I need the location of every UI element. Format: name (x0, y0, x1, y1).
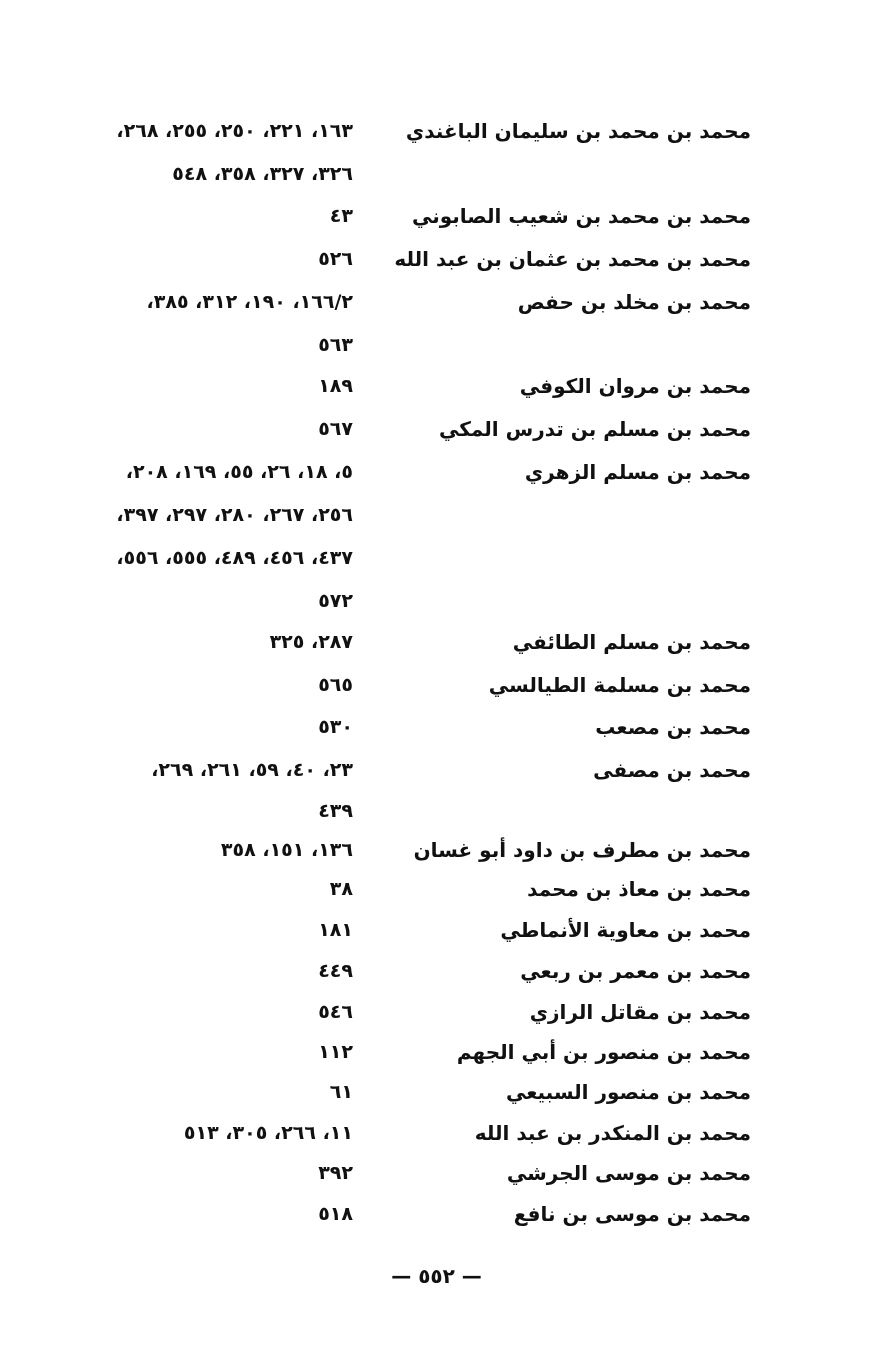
entry-pages: ٥٧٢ (318, 590, 353, 612)
entry-pages: ٥٦٣ (318, 334, 353, 356)
index-entry (0, 950, 873, 992)
index-entry (0, 706, 873, 748)
entry-name: محمد بن منصور بن أبي الجهم (456, 1040, 751, 1064)
index-entry (0, 1152, 873, 1194)
entry-name: محمد بن موسى بن نافع (513, 1202, 751, 1226)
entry-name: محمد بن مصعب (595, 715, 751, 739)
entry-pages: ٢٣، ٤٠، ٥٩، ٢٦١، ٢٦٩، (151, 759, 353, 781)
entry-pages: ٥٣٠ (318, 716, 353, 738)
index-entry (0, 238, 873, 280)
entry-pages: ٢٨٧، ٣٢٥ (269, 631, 353, 653)
index-entry (0, 365, 873, 407)
index-entry (0, 909, 873, 951)
index-entry (0, 749, 873, 791)
entry-name: محمد بن المنكدر بن عبد الله (474, 1121, 751, 1145)
entry-name: محمد بن محمد بن شعيب الصابوني (411, 204, 751, 228)
index-entry (0, 1193, 873, 1235)
index-entry (0, 991, 873, 1033)
entry-pages: ١٨١ (318, 919, 353, 941)
entry-name: محمد بن منصور السبيعي (505, 1080, 751, 1104)
entry-pages: ٥٦٧ (318, 418, 353, 440)
entry-name: محمد بن مروان الكوفي (519, 374, 751, 398)
entry-pages: ٣٨ (329, 878, 353, 900)
index-entry (0, 790, 873, 832)
entry-name: محمد بن مصفى (593, 758, 751, 782)
index-entry (0, 324, 873, 366)
entry-pages: ١٨٩ (318, 375, 353, 397)
entry-pages: ٤٣ (329, 205, 353, 227)
index-entry (0, 868, 873, 910)
entry-pages: ٥١٨ (318, 1203, 353, 1225)
entry-pages: ١٦٦/٢، ١٩٠، ٣١٢، ٣٨٥، (146, 291, 353, 313)
entry-pages: ٥٤٦ (318, 1001, 353, 1023)
index-entry (0, 281, 873, 323)
index-entry (0, 1071, 873, 1113)
entry-pages: ١١، ٢٦٦، ٣٠٥، ٥١٣ (183, 1122, 353, 1144)
entry-pages: ٥٦٥ (318, 674, 353, 696)
entry-pages: ٦١ (329, 1081, 353, 1103)
index-entry (0, 580, 873, 622)
entry-name: محمد بن مطرف بن داود أبو غسان (413, 838, 751, 862)
index-entry (0, 451, 873, 493)
entry-name: محمد بن معاذ بن محمد (527, 877, 751, 901)
entry-pages: ٣٢٦، ٣٢٧، ٣٥٨، ٥٤٨ (172, 163, 353, 185)
index-entry (0, 537, 873, 579)
entry-pages: ٥، ١٨، ٢٦، ٥٥، ١٦٩، ٢٠٨، (125, 461, 353, 483)
index-entry (0, 494, 873, 536)
entry-pages: ١٦٣، ٢٢١، ٢٥٠، ٢٥٥، ٢٦٨، (116, 120, 353, 142)
entry-name: محمد بن مسلم الزهري (524, 460, 751, 484)
entry-pages: ٥٢٦ (318, 248, 353, 270)
index-entry (0, 1031, 873, 1073)
entry-pages: ٣٩٢ (318, 1162, 353, 1184)
entry-name: محمد بن معاوية الأنماطي (500, 918, 751, 942)
entry-name: محمد بن مخلد بن حفص (517, 290, 751, 314)
page-number: — ٥٥٢ — (391, 1264, 482, 1288)
index-entry (0, 408, 873, 450)
entry-name: محمد بن مسلم بن تدرس المكي (439, 417, 751, 441)
entry-name: محمد بن مسلم الطائفي (512, 630, 751, 654)
index-entry (0, 1112, 873, 1154)
entry-pages: ١٣٦، ١٥١، ٣٥٨ (220, 839, 353, 861)
entry-name: محمد بن مسلمة الطيالسي (488, 673, 751, 697)
entry-pages: ٤٣٧، ٤٥٦، ٤٨٩، ٥٥٥، ٥٥٦، (116, 547, 353, 569)
index-entry (0, 110, 873, 152)
index-entry (0, 621, 873, 663)
entry-pages: ٤٤٩ (318, 960, 353, 982)
entry-name: محمد بن محمد بن سليمان الباغندي (405, 119, 751, 143)
index-entry (0, 829, 873, 871)
index-entry (0, 195, 873, 237)
entry-pages: ٢٥٦، ٢٦٧، ٢٨٠، ٢٩٧، ٣٩٧، (116, 504, 353, 526)
entry-name: محمد بن محمد بن عثمان بن عبد الله (394, 247, 751, 271)
entry-name: محمد بن موسى الجرشي (506, 1161, 751, 1185)
index-entry (0, 664, 873, 706)
entry-name: محمد بن مقاتل الرازي (529, 1000, 751, 1024)
entry-name: محمد بن معمر بن ربعي (520, 959, 751, 983)
entry-pages: ١١٢ (318, 1041, 353, 1063)
index-entry (0, 153, 873, 195)
entry-pages: ٤٣٩ (318, 800, 353, 822)
